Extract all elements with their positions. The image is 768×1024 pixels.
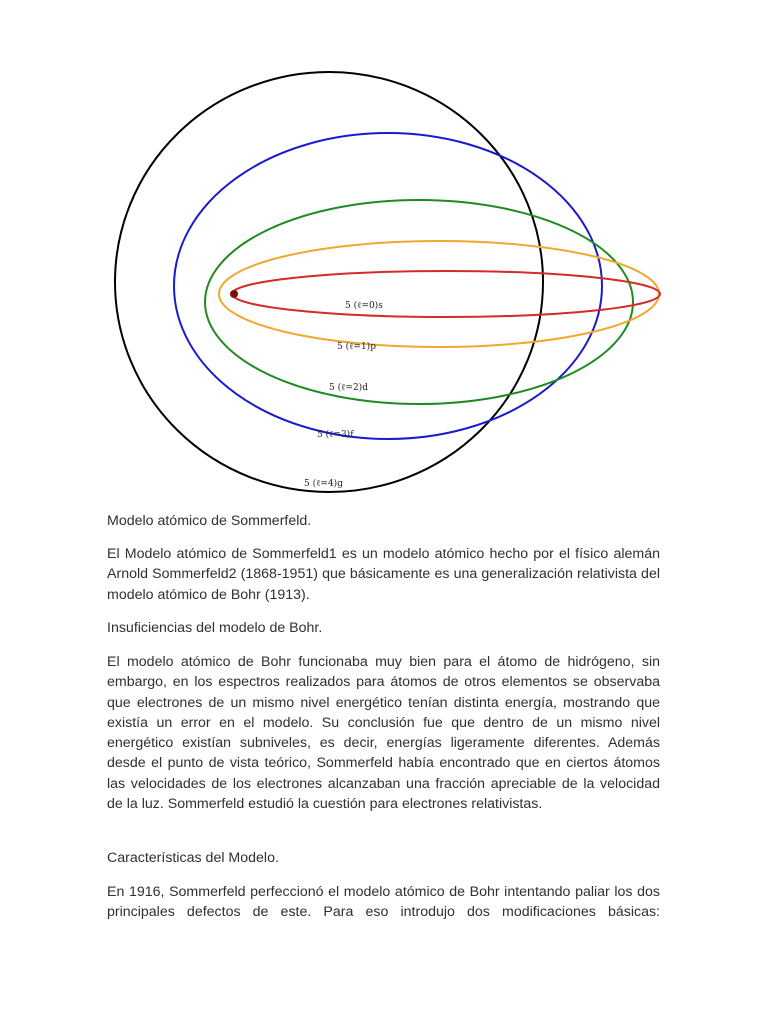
paragraph-bohr (107, 652, 660, 814)
orbit-d (205, 200, 633, 404)
paragraph-intro-text: El Modelo atómico de Sommerfeld1 es un modelo atómico hecho por el físico alemán Arnold Sommerfeld2 (1868-1951) que básicamente es una generalización relativista del modelo atómico de Bohr (1913). (107, 546, 660, 603)
orbit-f (174, 133, 602, 439)
figure-caption: Modelo atómico de Sommerfeld. (107, 513, 312, 529)
label-l2: 5 (ℓ=2)d (329, 383, 368, 393)
label-l4: 5 (ℓ=4)g (304, 479, 343, 489)
section-heading-insuficiencias: Insuficiencias del modelo de Bohr. (107, 620, 323, 636)
paragraph-caracteristicas-text: En 1916, Sommerfeld perfeccionó el modelo atómico de Bohr intentando paliar los dos principales defectos de este. Para eso introdujo dos modificaciones básicas: (107, 884, 660, 921)
label-l1: 5 (ℓ=1)p (337, 342, 376, 352)
orbit-g (115, 72, 543, 492)
paragraph-bohr-text: El modelo atómico de Bohr funcionaba muy bien para el átomo de hidrógeno, sin embargo, en los espectros realizados para átomos de otros elementos se observaba que electrones de un mismo nivel energético tenían distinta energía, mostrando que existía un error en el modelo. Su conclusión fue que dentro de un mismo nivel energético existían subniveles, es decir, energías ligeramente diferentes. Además desde el punto de vista teórico, Sommerfeld había encontrado que en ciertos átomos las velocidades de los electrones alcanzaban una fracción apreciable de la velocidad de la luz. Sommerfeld estudió la cuestión para electrones relativistas. (107, 654, 660, 813)
sommerfeld-orbits-diagram (0, 0, 768, 500)
label-l0: 5 (ℓ=0)s (345, 301, 383, 311)
label-l3: 5 (ℓ=3)f (317, 430, 354, 440)
orbit-p (219, 241, 659, 347)
paragraph-caracteristicas (107, 882, 660, 923)
section-heading-caracteristicas: Características del Modelo. (107, 850, 279, 866)
paragraph-intro (107, 544, 660, 605)
orbit-s (232, 271, 660, 317)
nucleus (230, 290, 238, 298)
